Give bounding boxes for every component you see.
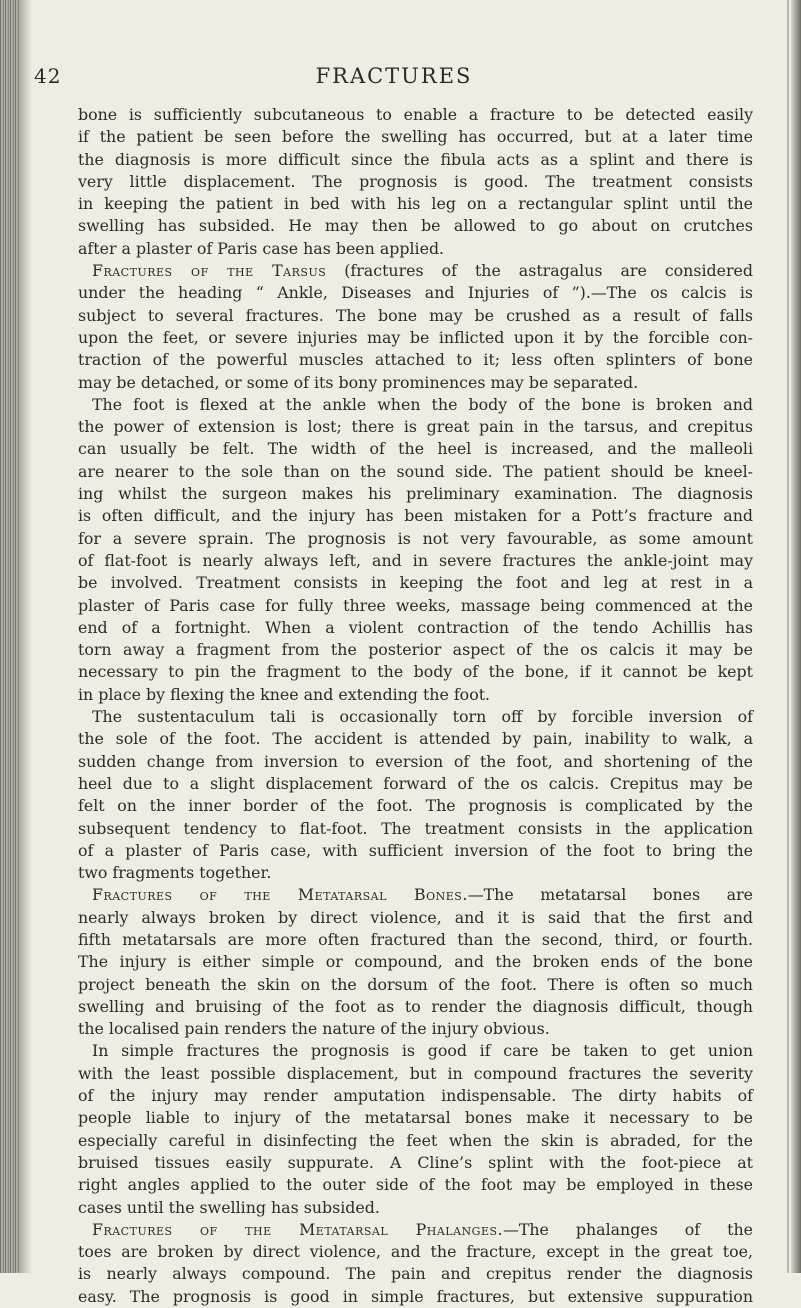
text-line: The sustentaculum tali is occasionally torn off by forcible inversion of <box>92 707 753 727</box>
text-line: end of a fortnight. When a violent contraction of the tendo Achillis has <box>78 617 753 637</box>
text-line: bone is sufficiently subcutaneous to enable a fracture to be detected easily <box>78 105 753 124</box>
text-line: after a plaster of Paris case has been applied. <box>78 238 445 258</box>
text-line: subsequent tendency to flat-foot. The treatment consists in the application <box>78 818 753 838</box>
binding-edge-left <box>0 0 20 1273</box>
text-line: necessary to pin the fragment to the body of the bone, if it cannot be kept <box>78 662 753 682</box>
text-line: fifth metatarsals are more often fractured than the second, third, or fourth. <box>78 929 753 949</box>
text-line: felt on the inner border of the foot. The prognosis is complicated by the <box>78 796 753 816</box>
page-edge-right <box>791 0 801 1273</box>
text-line: right angles applied to the outer side of the foot may be employed in these <box>78 1175 753 1195</box>
text-line: nearly always broken by direct violence, and it is said that the first and <box>78 907 753 927</box>
text-line: people liable to injury of the metatarsal bones make it necessary to be <box>78 1108 753 1128</box>
page-edge-line-right <box>787 0 789 1273</box>
text-line: cases until the swelling has subsided. <box>78 1197 380 1217</box>
paragraph-start-line <box>78 884 753 906</box>
text-line: if the patient be seen before the swelling has occurred, but at a later time <box>78 127 753 147</box>
text-line: in place by flexing the knee and extending the foot. <box>78 684 491 704</box>
text-line: can usually be felt. The width of the heel is increased, and the malleoli <box>78 439 753 459</box>
section-heading-tarsus: Fractures of the Tarsus <box>92 261 327 281</box>
text-line: of a plaster of Paris case, with sufficient inversion of the foot to bring the <box>78 840 753 860</box>
text-line: traction of the powerful muscles attached to it; less often splinters of bone <box>78 350 753 370</box>
text-line: of the injury may render amputation indispensable. The dirty habits of <box>78 1086 753 1106</box>
section-heading-metatarsal-bones: Fractures of the Metatarsal Bones. <box>92 885 468 905</box>
text-line: very little displacement. The prognosis is good. The treatment consists <box>78 171 753 191</box>
text-line: easy. The prognosis is good in simple fractures, but extensive suppuration <box>78 1286 753 1306</box>
text-line: the diagnosis is more difficult since the fibula acts as a splint and there is <box>78 149 753 169</box>
text-line: plaster of Paris case for fully three weeks, massage being commenced at the <box>78 595 753 615</box>
text-line: is nearly always compound. The pain and crepitus render the diagnosis <box>78 1264 753 1284</box>
text-line: especially careful in disinfecting the feet when the skin is abraded, for the <box>78 1130 753 1150</box>
text-line: the localised pain renders the nature of the injury obvious. <box>78 1019 550 1039</box>
text-line: torn away a fragment from the posterior aspect of the os calcis it may be <box>78 640 753 660</box>
text-line: subject to several fractures. The bone may be crushed as a result of falls <box>78 305 753 325</box>
text-line: of flat-foot is nearly always left, and in severe fractures the ankle-joint may <box>78 550 753 570</box>
text-line: may be detached, or some of its bony prominences may be separated. <box>78 372 639 392</box>
text-line: the sole of the foot. The accident is attended by pain, inability to walk, a <box>78 729 753 749</box>
body-text <box>78 104 753 1308</box>
running-title: FRACTURES <box>315 64 473 88</box>
text-line: the power of extension is lost; there is great pain in the tarsus, and crepitus <box>78 417 753 437</box>
text-line: sudden change from inversion to eversion of the foot, and shortening of the <box>78 751 753 771</box>
text-line: The foot is flexed at the ankle when the body of the bone is broken and <box>92 394 753 414</box>
text-line: is often difficult, and the injury has been mistaken for a Pott’s fracture and <box>78 506 753 526</box>
text-line: bruised tissues easily suppurate. A Cline’s splint with the foot-piece at <box>78 1152 753 1172</box>
paragraph-start-line <box>78 260 753 282</box>
text-run: (fractures of the astragalus are considered <box>344 261 753 281</box>
text-line: for a severe sprain. The prognosis is not very favourable, as some amount <box>78 528 753 548</box>
text-line: swelling and bruising of the foot as to render the diagnosis difficult, though <box>78 996 753 1016</box>
text-line: project beneath the skin on the dorsum of the foot. There is often so much <box>78 974 753 994</box>
page-number: 42 <box>34 64 62 88</box>
text-line: be involved. Treatment consists in keeping the foot and leg at rest in a <box>78 573 753 593</box>
text-line: in keeping the patient in bed with his leg on a rectangular splint until the <box>78 194 753 214</box>
page-header <box>34 64 754 94</box>
text-line: The injury is either simple or compound, and the broken ends of the bone <box>78 952 753 972</box>
text-run: —The metatarsal bones are <box>467 885 753 905</box>
text-line: ing whilst the surgeon makes his preliminary examination. The diagnosis <box>78 484 753 504</box>
text-line: swelling has subsided. He may then be allowed to go about on crutches <box>78 216 753 236</box>
text-line: heel due to a slight displacement forward of the os calcis. Crepitus may be <box>78 773 753 793</box>
paragraph-start-line <box>78 1219 753 1241</box>
text-run: —The phalanges of the <box>503 1219 753 1239</box>
gutter-shadow <box>20 0 32 1273</box>
text-line: with the least possible displacement, but in compound fractures the severity <box>78 1063 753 1083</box>
text-line: In simple fractures the prognosis is good if care be taken to get union <box>92 1041 753 1061</box>
text-line: upon the feet, or severe injuries may be inflicted upon it by the forcible con- <box>78 327 753 347</box>
text-line: under the heading “ Ankle, Diseases and Injuries of ”).—The os calcis is <box>78 283 753 303</box>
text-line: two fragments together. <box>78 863 272 883</box>
section-heading-metatarsal-phalanges: Fractures of the Metatarsal Phalanges. <box>92 1219 504 1239</box>
text-line: toes are broken by direct violence, and the fracture, except in the great toe, <box>78 1242 753 1262</box>
text-line: are nearer to the sole than on the sound side. The patient should be kneel- <box>78 461 753 481</box>
